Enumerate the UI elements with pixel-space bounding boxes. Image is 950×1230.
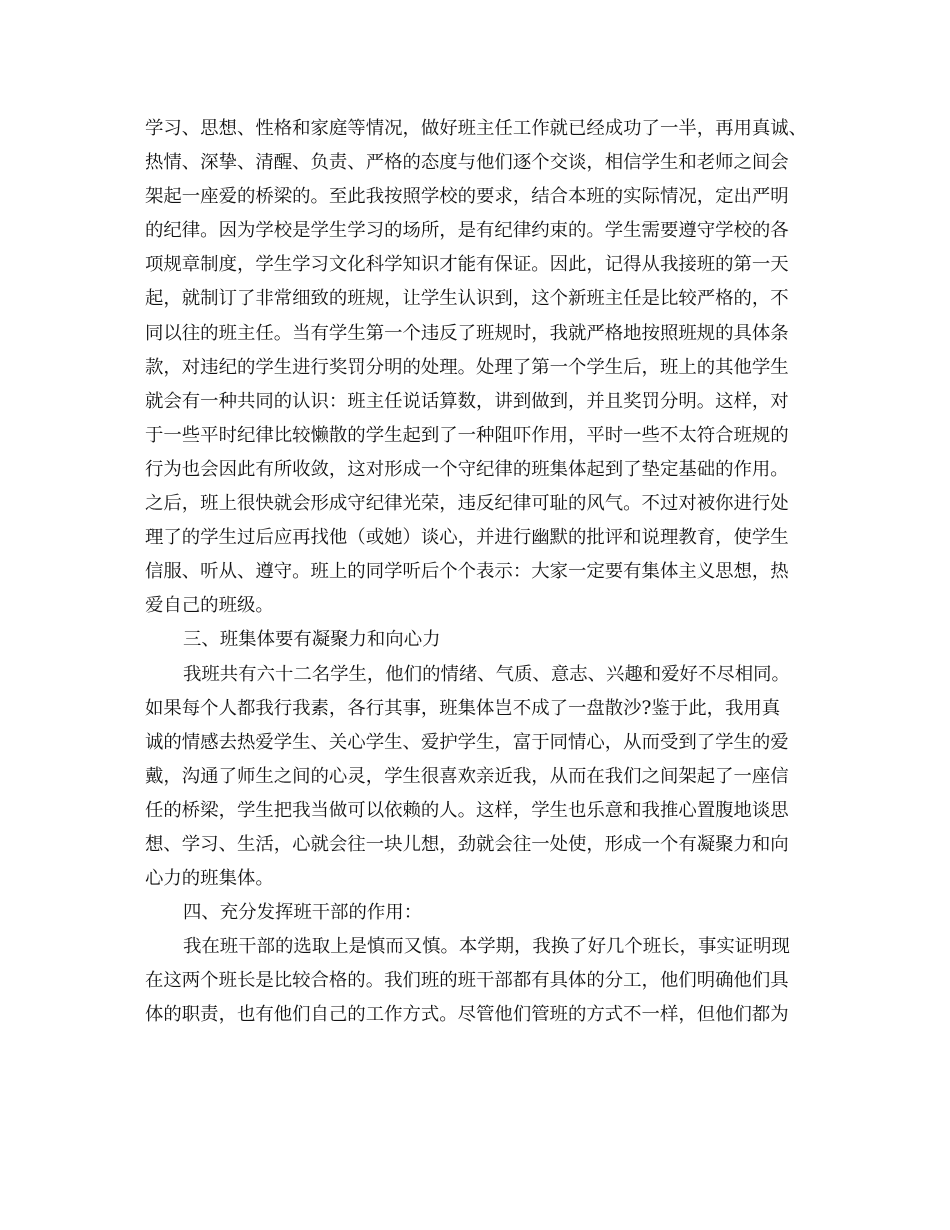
text-line: 学习、思想、性格和家庭等情况，做好班主任工作就已经成功了一半，再用真诚、 — [145, 118, 808, 139]
text-line: 三、班集体要有凝聚力和向心力 — [183, 629, 441, 651]
text-line: 信服、听从、遵守。班上的同学听后个个表示：大家一定要有集体主义思想，热 — [145, 561, 789, 583]
text-line: 理了的学生过后应再找他（或她）谈心，并进行幽默的批评和说理教育，使学生 — [145, 527, 789, 549]
text-line: 爱自己的班级。 — [145, 595, 274, 617]
text-line: 就会有一种共同的认识：班主任说话算数，讲到做到，并且奖罚分明。这样，对 — [145, 390, 789, 412]
text-line: 想、学习、生活，心就会往一块儿想，劲就会往一处使，形成一个有凝聚力和向 — [145, 833, 789, 855]
text-line: 行为也会因此有所收敛，这对形成一个守纪律的班集体起到了垫定基础的作用。 — [145, 458, 789, 480]
body-text — [145, 112, 825, 1033]
text-line: 任的桥梁，学生把我当做可以依赖的人。这样，学生也乐意和我推心置腹地谈思 — [145, 799, 789, 821]
text-line: 体的职责，也有他们自己的工作方式。尽管他们管班的方式不一样，但他们都为 — [145, 1004, 789, 1026]
text-line: 的纪律。因为学校是学生学习的场所，是有纪律约束的。学生需要遵守学校的各 — [145, 220, 789, 242]
text-line: 于一些平时纪律比较懒散的学生起到了一种阻吓作用，平时一些不太符合班规的 — [145, 424, 789, 446]
text-line: 热情、深挚、清醒、负责、严格的态度与他们逐个交谈，相信学生和老师之间会 — [145, 152, 789, 174]
text-line: 款，对违纪的学生进行奖罚分明的处理。处理了第一个学生后，班上的其他学生 — [145, 356, 789, 378]
text-line: 戴，沟通了师生之间的心灵，学生很喜欢亲近我，从而在我们之间架起了一座信 — [145, 765, 789, 787]
text-line: 诚的情感去热爱学生、关心学生、爱护学生，富于同情心，从而受到了学生的爱 — [145, 731, 789, 753]
text-line: 如果每个人都我行我素，各行其事，班集体岂不成了一盘散沙?鉴于此，我用真 — [145, 697, 781, 719]
text-line: 之后，班上很快就会形成守纪律光荣，违反纪律可耻的风气。不过对被你进行处 — [145, 493, 789, 515]
text-line: 在这两个班长是比较合格的。我们班的班干部都有具体的分工，他们明确他们具 — [145, 970, 789, 992]
text-line: 项规章制度，学生学习文化科学知识才能有保证。因此，记得从我接班的第一天 — [145, 254, 789, 276]
text-line: 我班共有六十二名学生，他们的情绪、气质、意志、兴趣和爱好不尽相同。 — [183, 663, 790, 685]
text-line: 同以往的班主任。当有学生第一个违反了班规时，我就严格地按照班规的具体条 — [145, 322, 789, 344]
text-line: 心力的班集体。 — [145, 868, 274, 890]
text-line: 架起一座爱的桥梁的。至此我按照学校的要求，结合本班的实际情况，定出严明 — [145, 186, 789, 208]
text-line: 起，就制订了非常细致的班规，让学生认识到，这个新班主任是比较严格的，不 — [145, 288, 789, 310]
text-line: 我在班干部的选取上是慎而又慎。本学期，我换了好几个班长，事实证明现 — [183, 936, 790, 958]
text-line: 四、充分发挥班干部的作用： — [183, 902, 423, 924]
